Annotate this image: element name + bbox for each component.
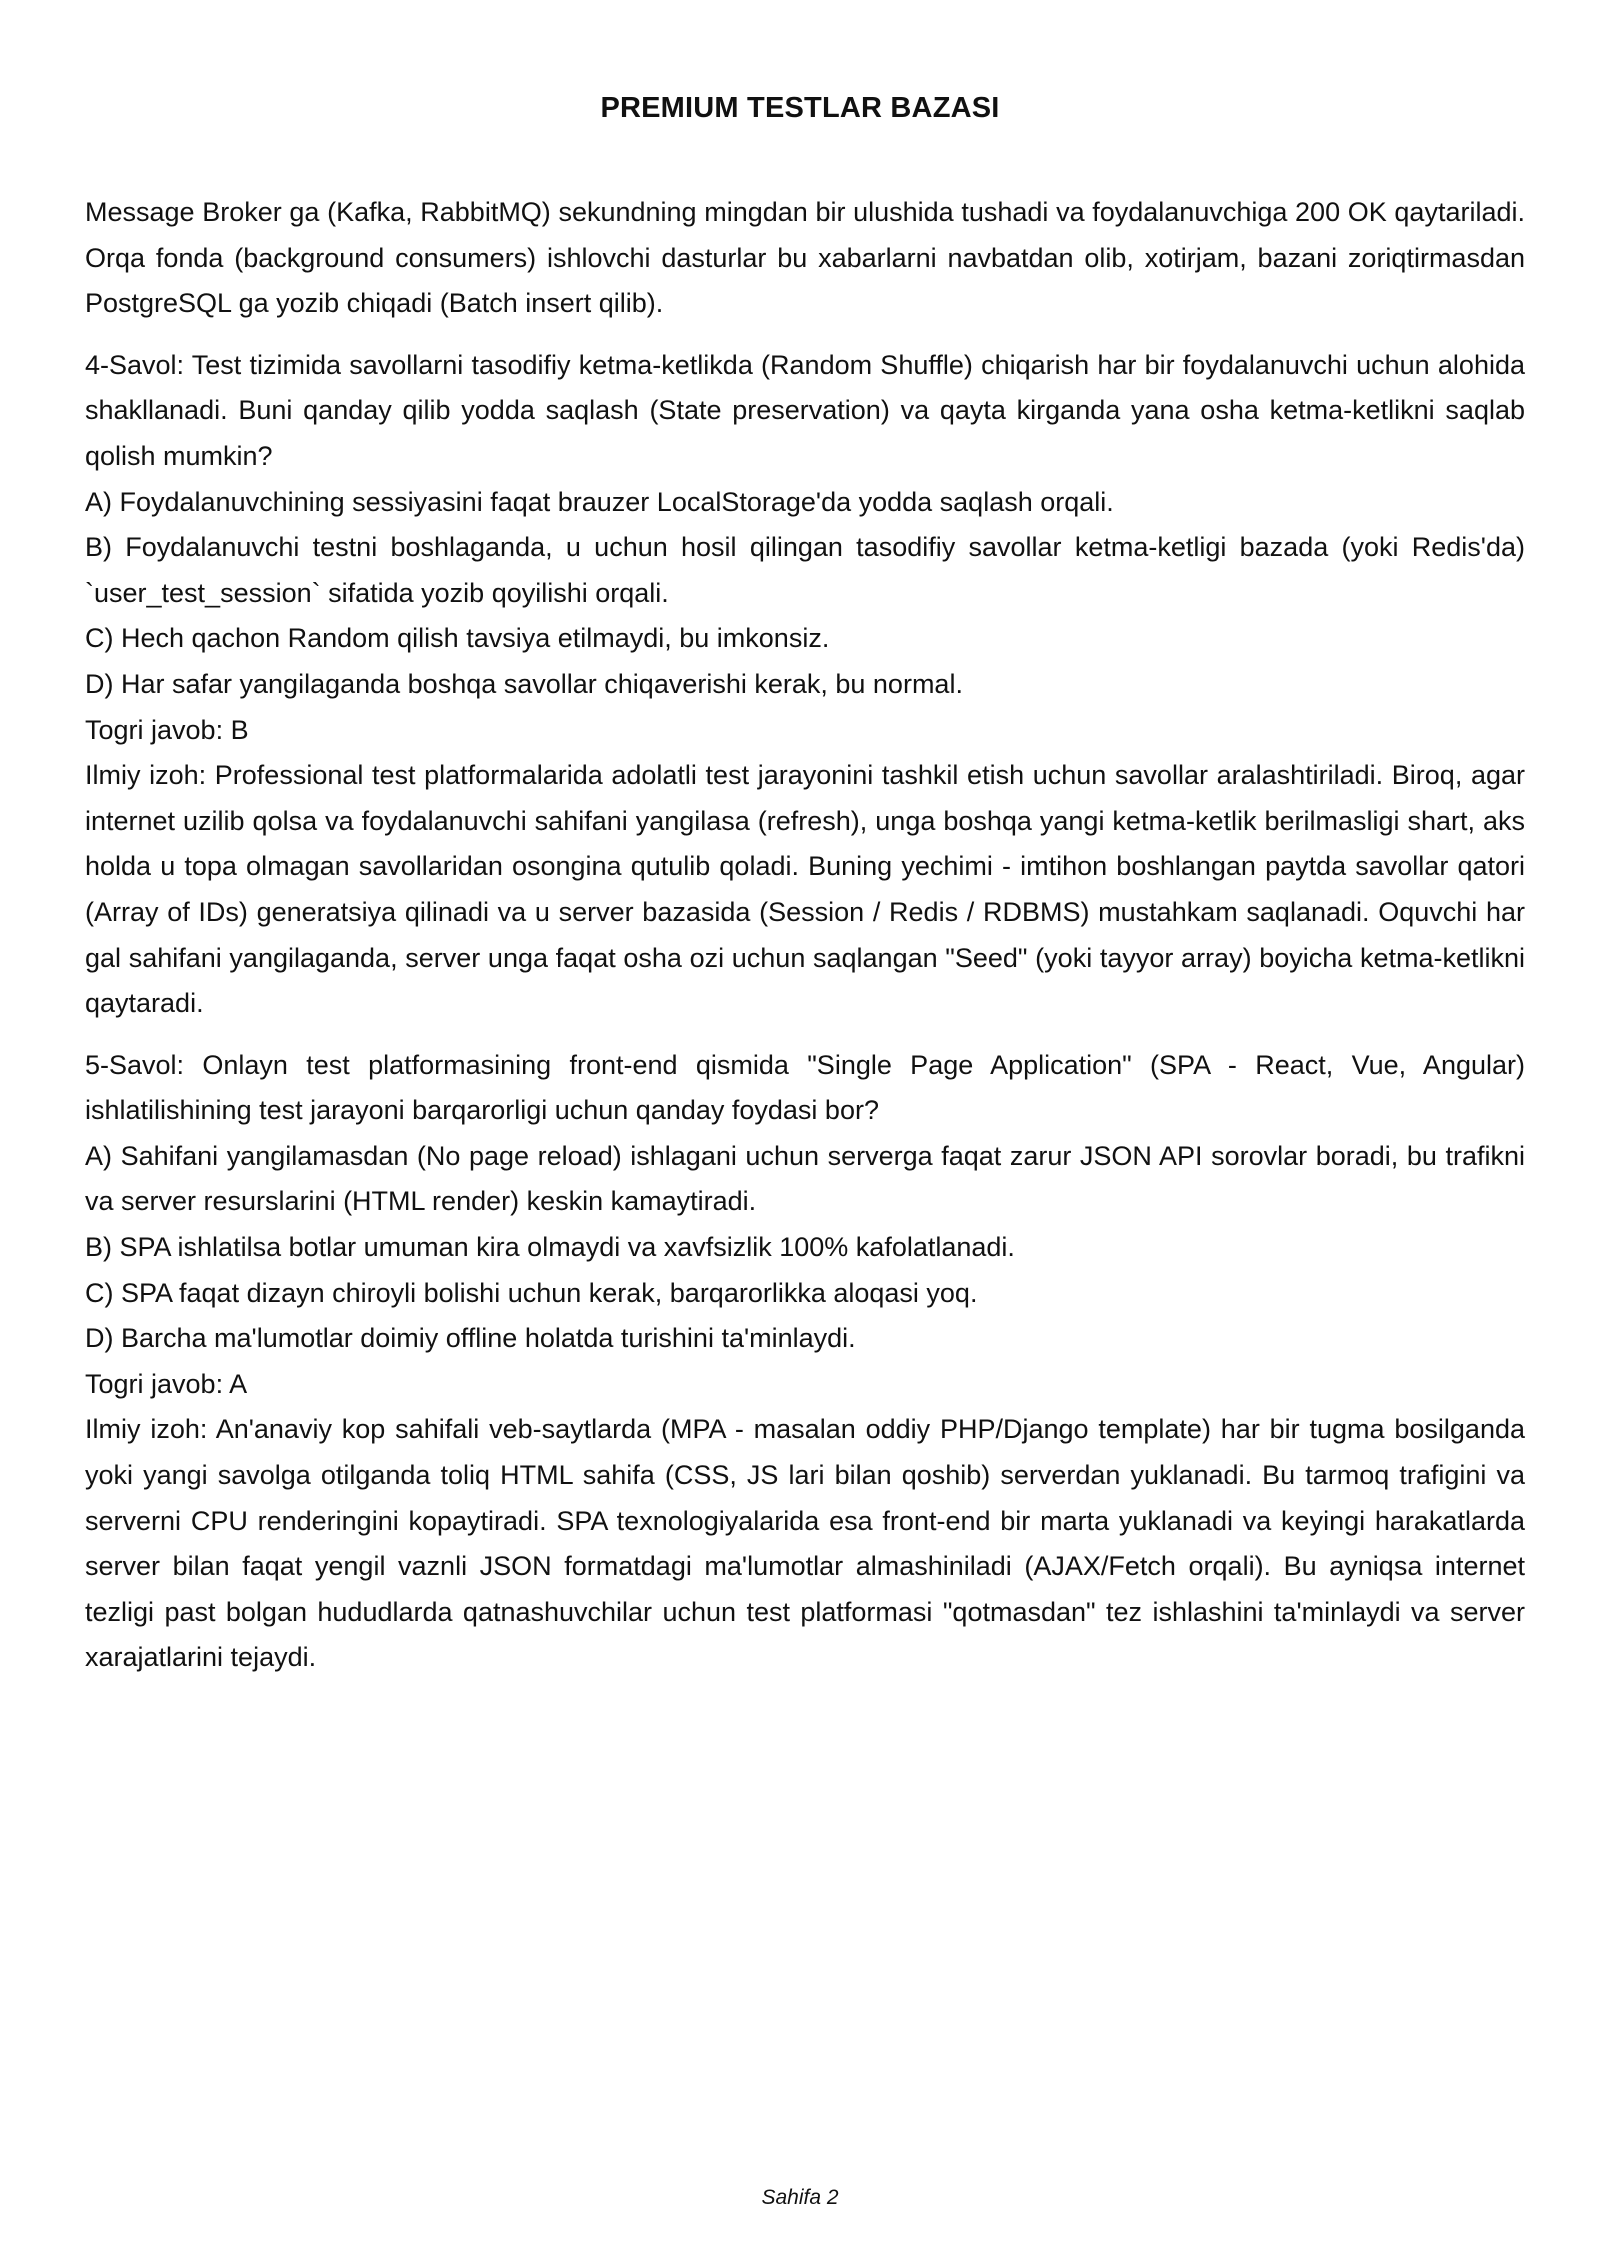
paragraph-spacer [85,1027,1525,1043]
explanation-text: Ilmiy izoh: An'anaviy kop sahifali veb-saytlarda (MPA - masalan oddiy PHP/Django template) har bir tugma bosilganda yoki yangi savolga otilganda toliq HTML sahifa (CSS, JS lari bilan qoshib) serverdan yuklanadi. Bu tarmoq trafigini va serverni CPU renderingini kopaytiradi. SPA texnologiyalarida esa front-end bir marta yuklanadi va keyingi harakatlarda server bilan faqat yengil vaznli JSON formatdagi ma'lumotlar almashiniladi (AJAX/Fetch orqali). Bu ayniqsa internet tezligi past bolgan hududlarda qatnashuvchilar uchun test platformasi "qotmasdan" tez ishlashini ta'minlaydi va server xarajatlarini tejaydi. [85,1414,1525,1673]
paragraph-spacer [85,327,1525,343]
option-a: A) Foydalanuvchining sessiyasini faqat brauzer LocalStorage'da yodda saqlash orqali. [85,486,1114,517]
question-block-4 [85,343,1525,1027]
option-d: D) Barcha ma'lumotlar doimiy offline holatda turishini ta'minlaydi. [85,1323,856,1354]
option-c: C) Hech qachon Random qilish tavsiya etilmaydi, bu imkonsiz. [85,623,830,654]
page-title: PREMIUM TESTLAR BAZASI [600,92,1000,124]
question-text: 5-Savol: Onlayn test platformasining front-end qismida "Single Page Application" (SPA - React, Vue, Angular) ishlatilishining test jarayoni barqarorligi uchun qanday foydasi bor? [85,1049,1525,1126]
option-b: B) Foydalanuvchi testni boshlaganda, u uchun hosil qilingan tasodifiy savollar ketma-ketligi bazada (yoki Redis'da) `user_test_session` sifatida yozib qoyilishi orqali. [85,532,1525,608]
option-a: A) Sahifani yangilamasdan (No page reload) ishlagani uchun serverga faqat zarur JSON API sorovlar boradi, bu trafikni va server resurslarini (HTML render) keskin kamaytiradi. [85,1140,1525,1217]
option-c: C) SPA faqat dizayn chiroyli bolishi uchun kerak, barqarorlikka aloqasi yoq. [85,1277,978,1308]
question-text: 4-Savol: Test tizimida savollarni tasodifiy ketma-ketlikda (Random Shuffle) chiqarish har bir foydalanuvchi uchun alohida shakllanadi. Buni qanday qilib yodda saqlash (State preservation) va qayta kirganda yana osha ketma-ketlikni saqlab qolish mumkin? [85,349,1525,471]
document-body [85,190,1525,1681]
page-number: Sahifa 2 [761,2186,839,2209]
intro-paragraph: Message Broker ga (Kafka, RabbitMQ) sekundning mingdan bir ulushida tushadi va foydalanuvchiga 200 OK qaytariladi. Orqa fonda (background consumers) ishlovchi dasturlar bu xabarlarni navbatdan olib, xotirjam, bazani zoriqtirmasdan PostgreSQL ga yozib chiqadi (Batch insert qilib). [85,197,1525,319]
option-d: D) Har safar yangilaganda boshqa savollar chiqaverishi kerak, bu normal. [85,668,963,699]
explanation-text: Ilmiy izoh: Professional test platformalarida adolatli test jarayonini tashkil etish uchun savollar aralashtiriladi. Biroq, agar internet uzilib qolsa va foydalanuvchi sahifani yangilasa (refresh), unga boshqa yangi ketma-ketlik berilmasligi shart, aks holda u topa olmagan savollaridan osongina qutulib qoladi. Buning yechimi - imtihon boshlangan paytda savollar qatori (Array of IDs) generatsiya qilinadi va u server bazasida (Session / Redis / RDBMS) mustahkam saqlanadi. Oquvchi har gal sahifani yangilaganda, server unga faqat osha ozi uchun saqlangan "Seed" (yoki tayyor array) boyicha ketma-ketlikni qaytaradi. [85,760,1525,1019]
correct-answer: Togri javob: A [85,1368,248,1399]
correct-answer: Togri javob: B [85,714,249,745]
option-b: B) SPA ishlatilsa botlar umuman kira olmaydi va xavfsizlik 100% kafolatlanadi. [85,1232,1015,1263]
question-block-5 [85,1043,1525,1681]
